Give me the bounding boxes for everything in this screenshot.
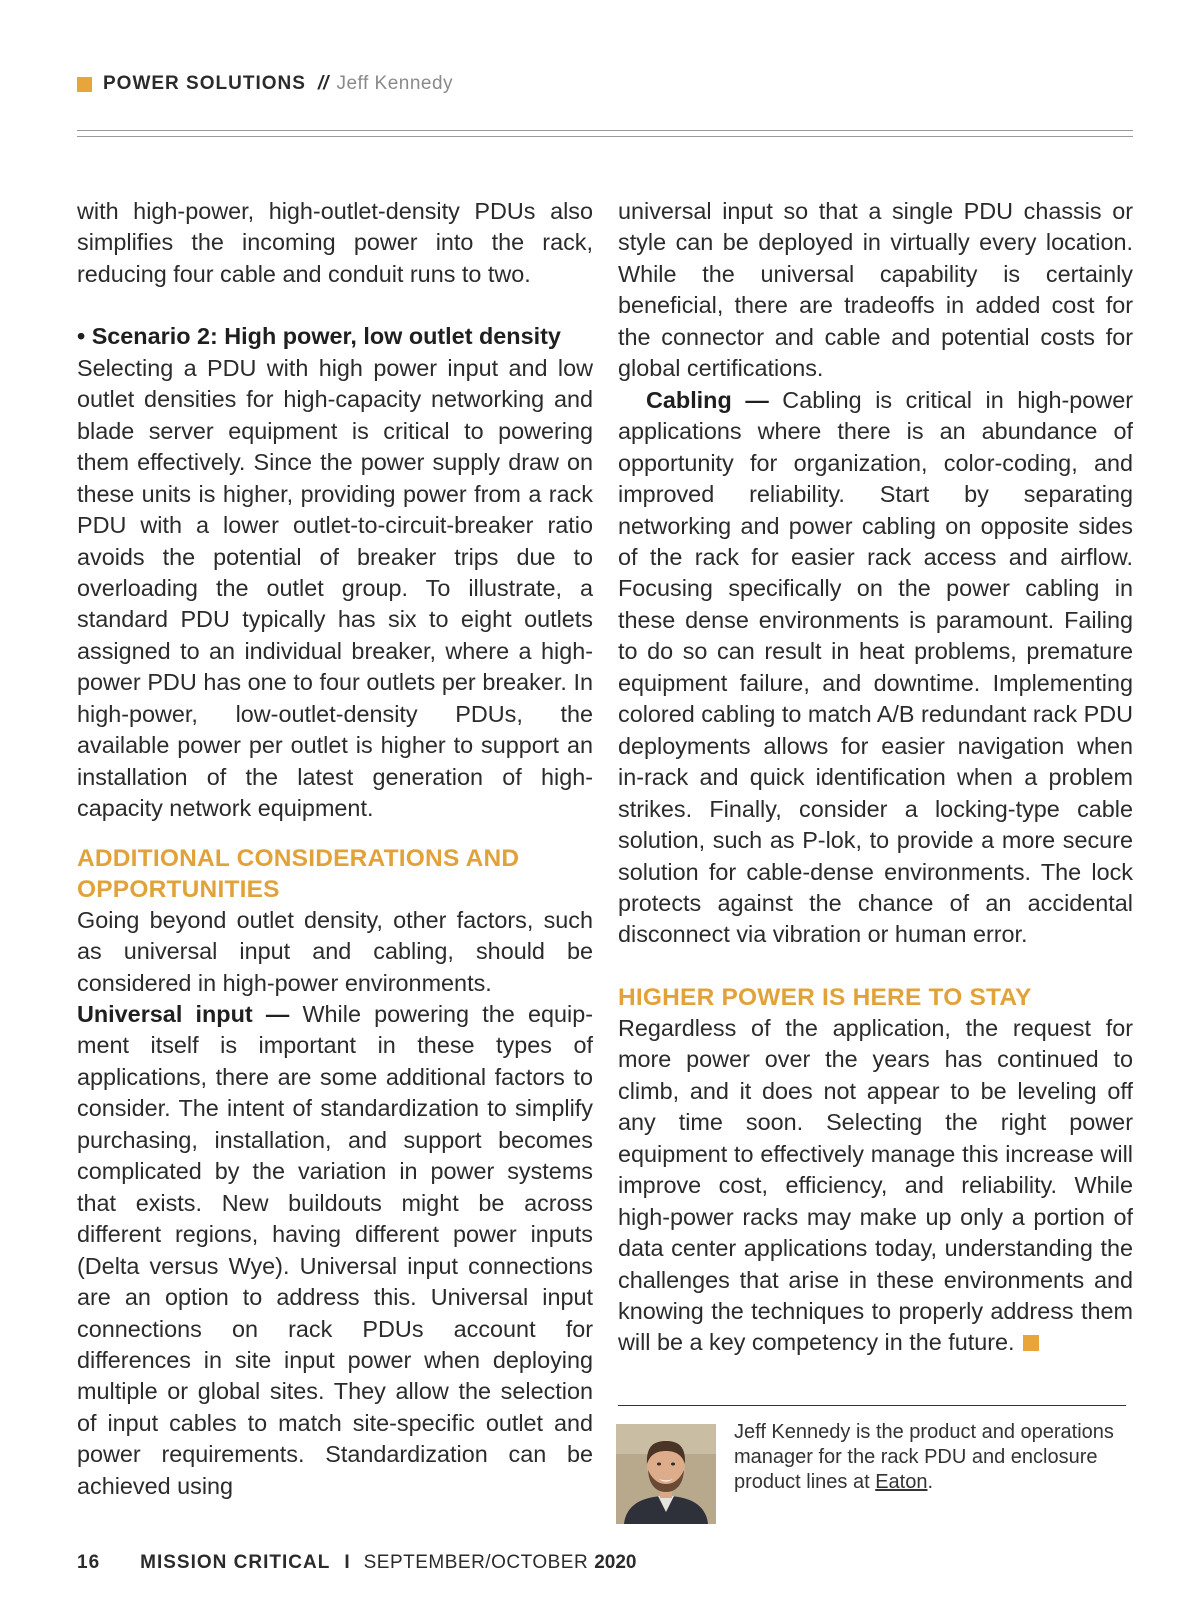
header-separator: // bbox=[317, 73, 329, 94]
left-column bbox=[77, 196, 593, 1502]
cabling-body: Cabling is critical in high-power applications where there is an abundance of opportunity for organization, color-coding, and improved reliability. Start by separating networking and power cabling on opposite sides of the rack for easier rack access and airflow. Focusing specifically on the power cabling in these dense environments is paramount. Failing to do so can result in heat problems, premature equipment failure, and downtime. Implementing colored cabling to match A/B redundant rack PDU deployments allows for easier navigation when in-rack and quick identification when a problem strikes. Finally, consider a locking-type cable solution, such as P-lok, to provide a more secure solution for cable-dense environments. The lock protects against the chance of an accidental disconnect via vibration or human error. bbox=[618, 386, 1133, 948]
cabling-paragraph bbox=[618, 385, 1133, 951]
right-column bbox=[618, 196, 1133, 1359]
footer-divider: I bbox=[344, 1552, 350, 1573]
cabling-label: Cabling — bbox=[646, 386, 769, 413]
higher-power-heading: HIGHER POWER IS HERE TO STAY bbox=[618, 983, 1032, 1011]
section-square-icon bbox=[77, 77, 92, 92]
scenario-2-title: • Scenario 2: High power, low outlet density bbox=[77, 323, 561, 350]
page-number: 16 bbox=[77, 1552, 101, 1573]
conclusion-text: Regardless of the application, the request for more power over the years has continued to climb, and it does not appear to be leveling off any time soon. Selecting the right power equipment to effectively manage this increase will improve cost, efficiency, and reliability. While high-power racks may make up only a portion of data center applications today, understanding the challenges that arise in these environments and knowing the techniques to properly address them will be a key competency in the future. bbox=[618, 1014, 1133, 1356]
author-photo bbox=[616, 1424, 716, 1524]
right-paragraph-1: universal input so that a single PDU chassis or style can be deployed in virtually every location. While the universal capability is certainly beneficial, there are tradeoffs in added cost for the connector and cable and potential costs for global certifications. bbox=[618, 198, 1133, 382]
end-mark-square-icon bbox=[1023, 1335, 1039, 1351]
bio-text: Jeff Kennedy is the product and operations manager for the rack PDU and enclosure product lines at bbox=[734, 1421, 1114, 1493]
section-name: POWER SOLUTIONS bbox=[103, 73, 306, 94]
issue-date: SEPTEMBER/OCTOBER bbox=[363, 1552, 589, 1573]
bio-rule bbox=[618, 1405, 1126, 1406]
left-paragraph-3: Going beyond outlet density, other factors, such as universal input and cabling, should be considered in high-power environments. bbox=[77, 906, 593, 996]
bio-end: . bbox=[927, 1471, 934, 1493]
left-paragraph-1: with high-power, high-outlet-density PDUs also simplifies the incoming power into the rack, reducing four cable and conduit runs to two. bbox=[77, 198, 593, 287]
header-author: Jeff Kennedy bbox=[336, 73, 454, 94]
page-footer bbox=[77, 1550, 636, 1576]
eaton-link[interactable]: Eaton bbox=[875, 1471, 928, 1493]
header-rule bbox=[77, 130, 1133, 137]
right-paragraph-3 bbox=[618, 1013, 1133, 1359]
universal-input-paragraph bbox=[77, 999, 593, 1502]
additional-considerations-heading: ADDITIONAL CONSIDERATIONS AND OPPORTUNITIES bbox=[77, 844, 520, 903]
universal-input-label: Universal input — bbox=[77, 1000, 290, 1027]
issue-year: 2020 bbox=[594, 1552, 637, 1573]
universal-input-body: While powering the equipment itself is important in these types of applications, there are some additional factors to consider. The intent of standardization to simplify purchasing, installation, and support becomes complicated by the variation in power systems that exists. New buildouts might be across different regions, having different power inputs (Delta versus Wye). Universal input connections are an option to address this. Universal input connections on rack PDUs account for differences in site input power when deploying multiple or global sites. They allow the selection of input cables to match site-specific outlet and power requirements. Standardization can be achieved using bbox=[77, 1000, 594, 1499]
scenario-2-body: Selecting a PDU with high power input and low outlet densities for high-capacity networking and blade server equipment is critical to powering them effectively. Since the power supply draw on these units is higher, providing power from a rack PDU with a lower outlet-to-circuit-breaker ratio avoids the potential of breaker trips due to overloading the outlet group. To illustrate, a standard PDU typically has six to eight outlets assigned to an individual breaker, where a high-power PDU has one to four outlets per breaker. In high-power, low-outlet-density PDUs, the available power per outlet is higher to support an installation of the latest generation of high-capacity network equipment. bbox=[77, 354, 593, 822]
magazine-title: MISSION CRITICAL bbox=[140, 1552, 331, 1573]
author-bio bbox=[734, 1420, 1134, 1495]
running-header bbox=[77, 72, 453, 96]
